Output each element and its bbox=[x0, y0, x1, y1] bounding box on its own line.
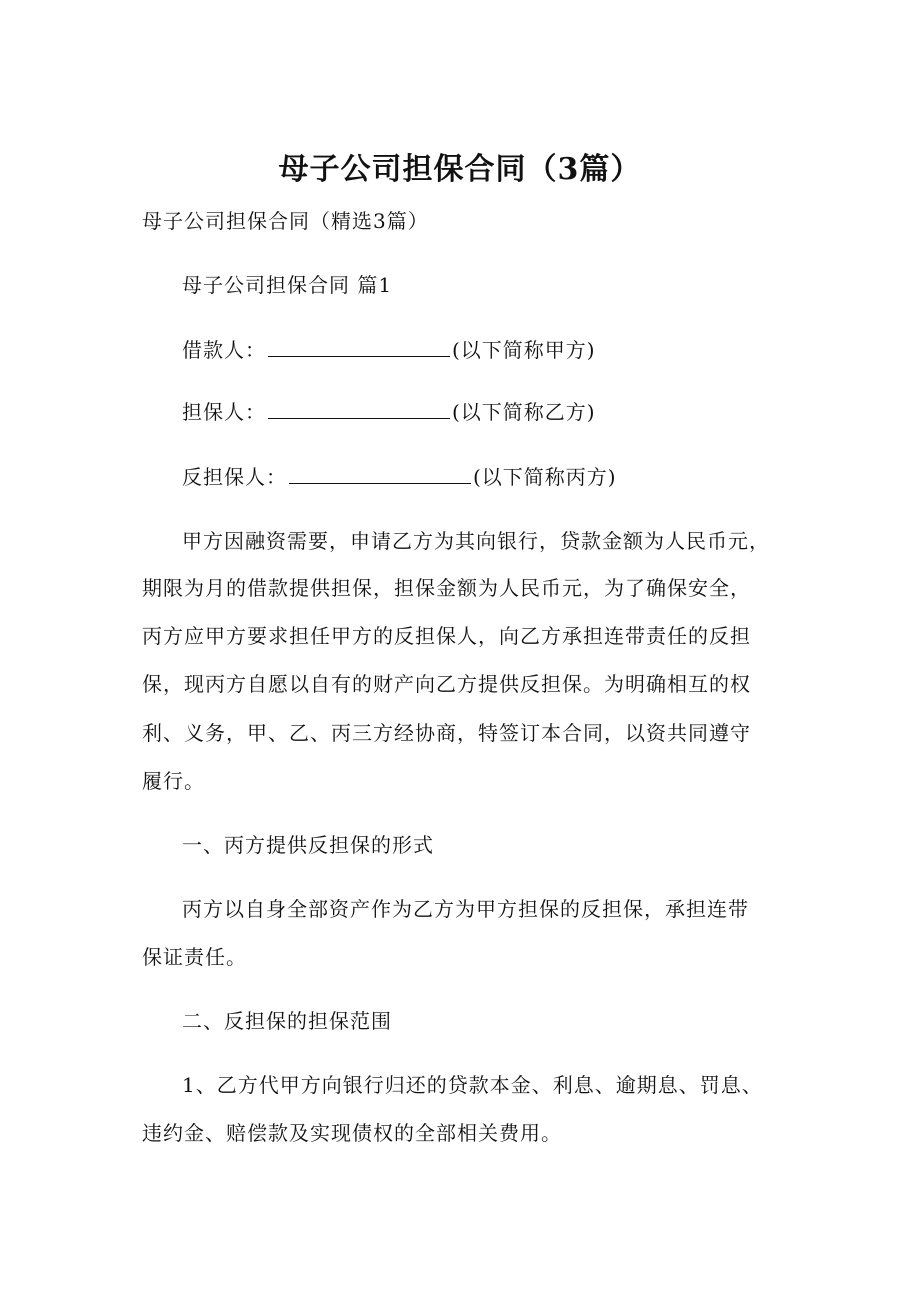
party-borrower bbox=[182, 336, 842, 364]
intro-line: 丙方应甲方要求担任甲方的反担保人，向乙方承担连带责任的反担 bbox=[142, 624, 751, 648]
intro-line: 保，现丙方自愿以自有的财产向乙方提供反担保。为明确相互的权 bbox=[142, 672, 751, 696]
intro-line: 期限为月的借款提供担保，担保金额为人民币元，为了确保安全， bbox=[142, 576, 751, 600]
clause-1-line: 保证责任。 bbox=[142, 945, 247, 969]
party-guarantor bbox=[182, 398, 842, 426]
party-borrower-suffix: (以下简称甲方) bbox=[452, 338, 596, 362]
party-counter-guarantor-label: 反担保人： bbox=[182, 465, 287, 489]
party-guarantor-suffix: (以下简称乙方) bbox=[452, 400, 596, 424]
intro-line: 履行。 bbox=[142, 769, 205, 793]
section-heading: 母子公司担保合同 篇1 bbox=[182, 273, 393, 297]
party-borrower-blank bbox=[268, 336, 450, 357]
party-guarantor-blank bbox=[268, 398, 450, 419]
clause-2-line: 1、乙方代甲方向银行归还的贷款本金、利息、逾期息、罚息、 bbox=[182, 1073, 763, 1097]
clause-2-heading: 二、反担保的担保范围 bbox=[182, 1009, 392, 1033]
party-counter-guarantor-suffix: (以下简称丙方) bbox=[473, 465, 617, 489]
document-title: 母子公司担保合同（3篇） bbox=[278, 152, 642, 187]
clause-2-line: 违约金、赔偿款及实现债权的全部相关费用。 bbox=[142, 1121, 562, 1145]
intro-line: 甲方因融资需要，申请乙方为其向银行，贷款金额为人民币元， bbox=[182, 529, 770, 553]
party-counter-guarantor bbox=[182, 463, 842, 491]
document-subtitle: 母子公司担保合同（精选3篇） bbox=[142, 209, 429, 233]
intro-line: 利、义务，甲、乙、丙三方经协商，特签订本合同，以资共同遵守 bbox=[142, 721, 751, 745]
party-borrower-label: 借款人： bbox=[182, 338, 266, 362]
clause-1-heading: 一、丙方提供反担保的形式 bbox=[182, 833, 434, 857]
party-counter-guarantor-blank bbox=[289, 463, 471, 484]
party-guarantor-label: 担保人： bbox=[182, 400, 266, 424]
clause-1-line: 丙方以自身全部资产作为乙方为甲方担保的反担保，承担连带 bbox=[182, 897, 749, 921]
